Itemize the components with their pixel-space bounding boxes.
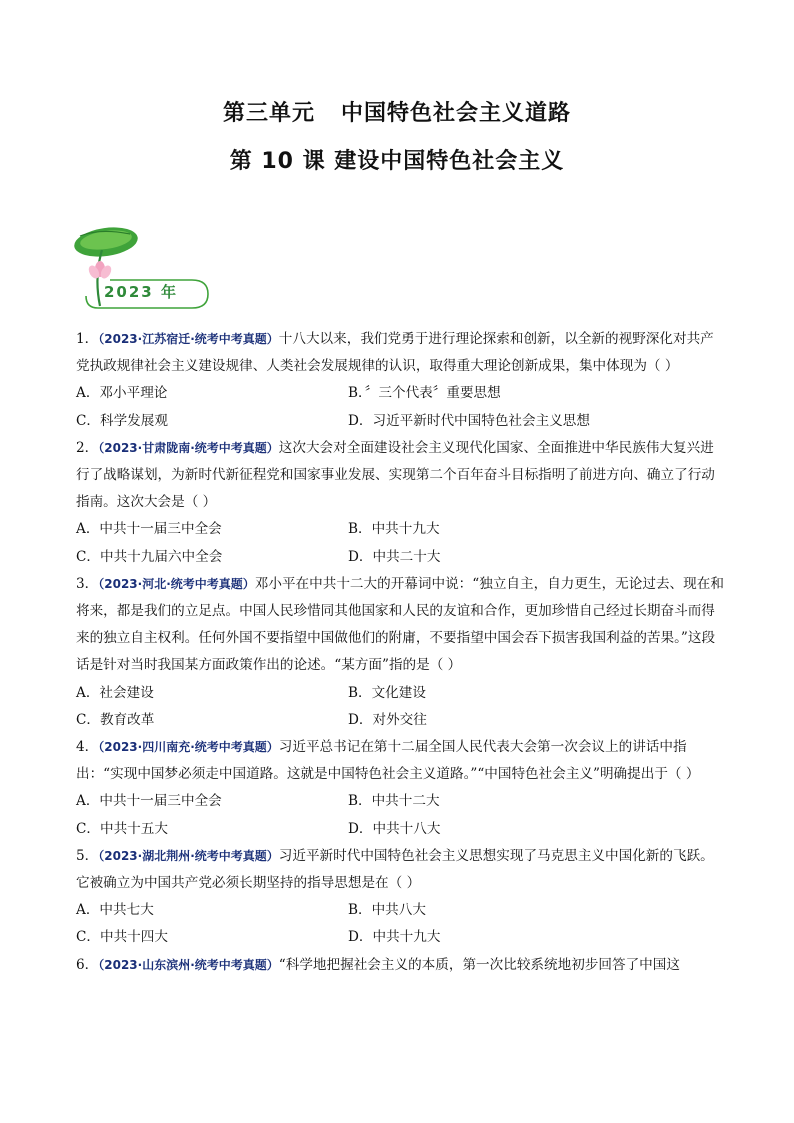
options [76,680,726,734]
question-source: （2023·山东滨州·统考中考真题） [98,957,279,972]
option-c[interactable]: C．中共十五大 [76,820,168,837]
year-label: 2023 年 [104,283,178,301]
option-c[interactable]: C．中共十四大 [76,929,168,946]
question-text: 十八大以来，我们党勇于进行理论探索和创新，以全新的视野深化对共产党执政规律社会主义建设规律、人类社会发展规律的认识，取得重大理论创新成果，集中体现为（ ） [76,331,714,375]
question-source: （2023·河北·统考中考真题） [98,576,255,591]
option-a[interactable]: A．中共七大 [76,902,154,919]
question-text: “科学地把握社会主义的本质，第一次比较系统地初步回答了中国这 [278,956,680,973]
question-source: （2023·甘肃陇南·统考中考真题） [98,440,279,455]
options [76,380,726,434]
question-source: （2023·江苏宿迁·统考中考真题） [98,332,279,346]
option-a[interactable]: A．社会建设 [76,684,154,701]
question-number: 2． [76,439,99,456]
question-5 [76,843,726,952]
options [76,897,726,951]
options [76,516,726,570]
option-d[interactable]: D．中共十九大 [348,929,441,946]
question-3 [76,571,726,734]
unit-name: 中国特色社会主义道路 [341,101,572,126]
option-b[interactable]: B．文化建设 [348,684,426,701]
option-b[interactable]: B．〞三个代表〞重要思想 [348,385,501,402]
question-text: 习近平总书记在第十二届全国人民代表大会第一次会议上的讲话中指出：“实现中国梦必须走中国道路。这就是中国特色社会主义道路。”“中国特色社会主义”明确提出于（ ） [76,739,700,783]
option-a[interactable]: A．中共十一届三中全会 [76,793,222,810]
question-text: 这次大会对全面建设社会主义现代化国家、全面推进中华民族伟大复兴进行了战略谋划，为新时代新征程党和国家事业发展、实现第二个百年奋斗目标指明了前进方向、确立了行动指南。这次大会是（ ） [76,439,715,511]
option-d[interactable]: D．习近平新时代中国特色社会主义思想 [348,412,590,429]
question-source: （2023·四川南充·统考中考真题） [98,740,279,755]
question-text: 邓小平在中共十二大的开幕词中说：“独立自主，自力更生，无论过去、现在和将来，都是我们的立足点。中国人民珍惜同其他国家和人民的友谊和合作，更加珍惜自己经过长期奋斗而得来的独立自主权利。任何外国不要指望中国做他们的附庸，不要指望中国会吞下损害我国利益的苦果。”这段话是针对当时我国某方面政策作出的论述。“某方面”指的是（ ） [76,575,724,674]
question-number: 4． [76,739,99,756]
question-4 [76,734,726,843]
option-b[interactable]: B．中共八大 [348,902,426,919]
question-number: 6． [76,956,99,973]
options [76,788,726,842]
question-text: 习近平新时代中国特色社会主义思想实现了马克思主义中国化新的飞跃。它被确立为中国共产党必须长期坚持的指导思想是在（ ） [76,847,714,892]
question-source: （2023·湖北荆州·统考中考真题） [98,848,279,863]
option-d[interactable]: D．中共十八大 [348,820,441,837]
option-d[interactable]: D．对外交往 [348,711,427,728]
option-c[interactable]: C．教育改革 [76,711,155,728]
question-number: 1． [76,331,99,347]
question-2 [76,435,726,571]
question-1 [76,326,726,435]
lesson-title: 第 10 课 建设中国特色社会主义 [229,149,565,174]
unit-number: 第三单元 [222,101,315,126]
option-a[interactable]: A．邓小平理论 [76,385,168,402]
unit-title [0,96,794,127]
option-c[interactable]: C．中共十九届六中全会 [76,548,223,565]
question-number: 3． [76,575,99,592]
option-d[interactable]: D．中共二十大 [348,548,441,565]
option-b[interactable]: B．中共十二大 [348,793,440,810]
question-6 [76,952,726,979]
option-a[interactable]: A．中共十一届三中全会 [76,521,222,538]
option-b[interactable]: B．中共十九大 [348,521,440,538]
question-number: 5． [76,847,99,864]
option-c[interactable]: C．科学发展观 [76,412,168,429]
question-list [76,326,726,979]
